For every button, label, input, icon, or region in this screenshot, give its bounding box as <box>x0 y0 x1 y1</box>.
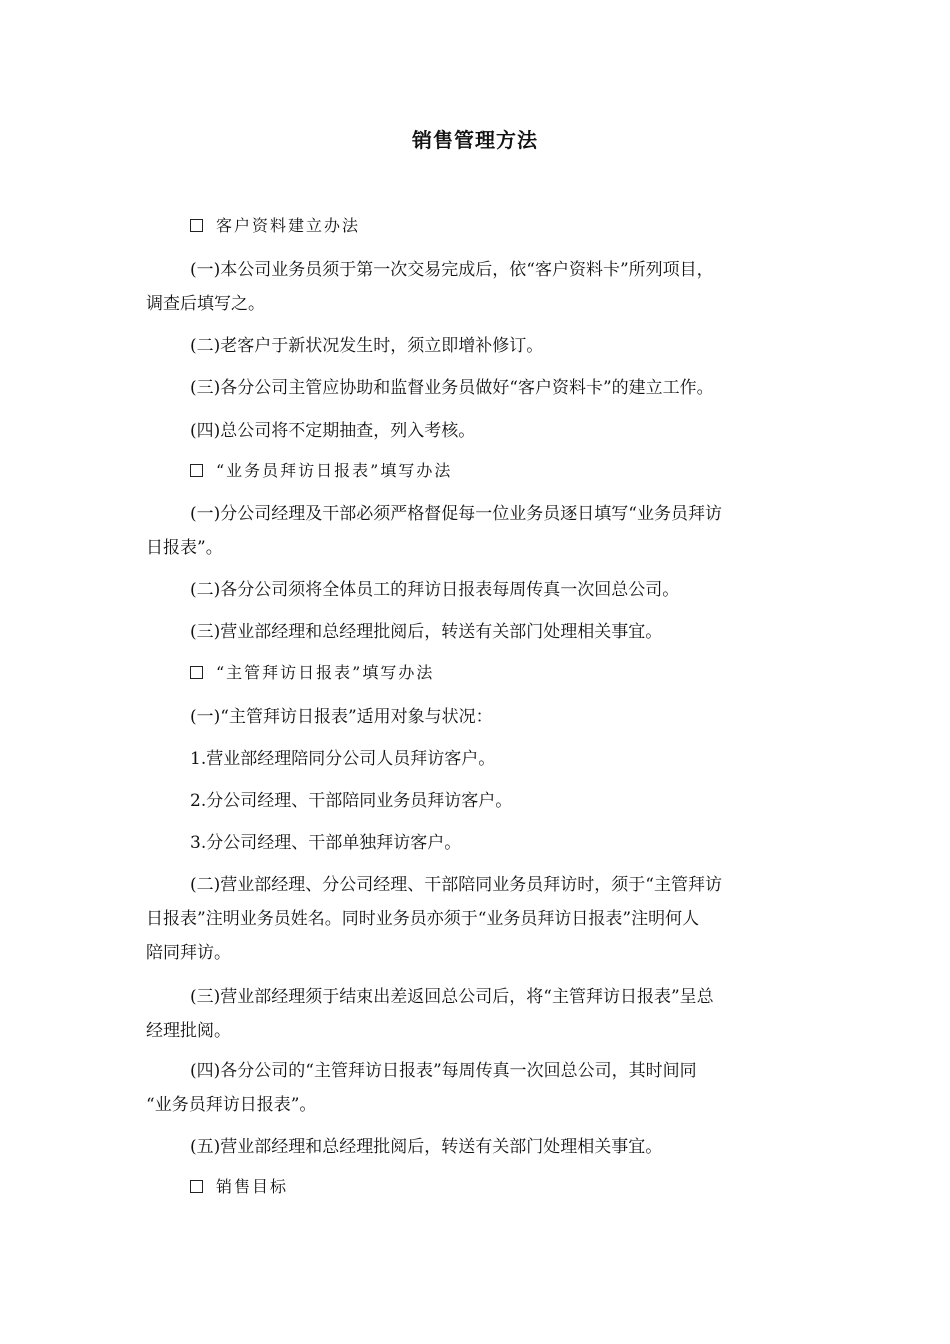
paragraph-line: (二)营业部经理、分公司经理、干部陪同业务员拜访时，须于“主管拜访 <box>190 875 722 895</box>
paragraph-continuation-line: “业务员拜访日报表”。 <box>146 1095 317 1115</box>
paragraph-line: (四)总公司将不定期抽查，列入考核。 <box>190 421 476 441</box>
paragraph-line: (二)各分公司须将全体员工的拜访日报表每周传真一次回总公司。 <box>190 580 680 600</box>
paragraph-line: (三)营业部经理和总经理批阅后，转送有关部门处理相关事宜。 <box>190 622 663 642</box>
paragraph-line: (一)本公司业务员须于第一次交易完成后，依“客户资料卡”所列项目， <box>190 260 714 280</box>
paragraph-line: (二)老客户于新状况发生时，须立即增补修订。 <box>190 336 544 356</box>
paragraph-line: 2.分公司经理、干部陪同业务员拜访客户。 <box>190 791 513 811</box>
paragraph-line: 1.营业部经理陪同分公司人员拜访客户。 <box>190 749 496 769</box>
page-title: 销售管理方法 <box>412 128 538 152</box>
paragraph-continuation-line: 陪同拜访。 <box>146 943 231 963</box>
paragraph-continuation-line: 经理批阅。 <box>146 1021 231 1041</box>
section-heading <box>146 1170 814 1204</box>
paragraph-line: (三)各分公司主管应协助和监督业务员做好“客户资料卡”的建立工作。 <box>190 378 714 398</box>
checkbox-square-icon <box>190 464 203 477</box>
section-heading <box>146 454 814 488</box>
paragraph-continuation-line: 日报表”注明业务员姓名。同时业务员亦须于“业务员拜访日报表”注明何人 <box>146 909 700 929</box>
paragraph-line: (一)“主管拜访日报表”适用对象与状况： <box>190 707 493 727</box>
paragraph-continuation-line: 日报表”。 <box>146 538 223 558</box>
section-heading <box>146 656 814 690</box>
section-heading-text: “主管拜访日报表”填写办法 <box>216 663 435 682</box>
paragraph-line: (三)营业部经理须于结束出差返回总公司后，将“主管拜访日报表”呈总 <box>190 987 714 1007</box>
paragraph-line: (四)各分公司的“主管拜访日报表”每周传真一次回总公司，其时间同 <box>190 1061 697 1081</box>
section-heading-text: 销售目标 <box>216 1177 289 1196</box>
paragraph-line: (五)营业部经理和总经理批阅后，转送有关部门处理相关事宜。 <box>190 1137 663 1157</box>
paragraph-line: 3.分公司经理、干部单独拜访客户。 <box>190 833 462 853</box>
checkbox-square-icon <box>190 219 203 232</box>
section-heading-text: “业务员拜访日报表”填写办法 <box>216 461 453 480</box>
paragraph-line: (一)分公司经理及干部必须严格督促每一位业务员逐日填写“业务员拜访 <box>190 504 722 524</box>
checkbox-square-icon <box>190 1180 203 1193</box>
paragraph-continuation-line: 调查后填写之。 <box>146 294 265 314</box>
section-heading <box>146 209 814 243</box>
checkbox-square-icon <box>190 666 203 679</box>
section-heading-text: 客户资料建立办法 <box>216 216 361 235</box>
